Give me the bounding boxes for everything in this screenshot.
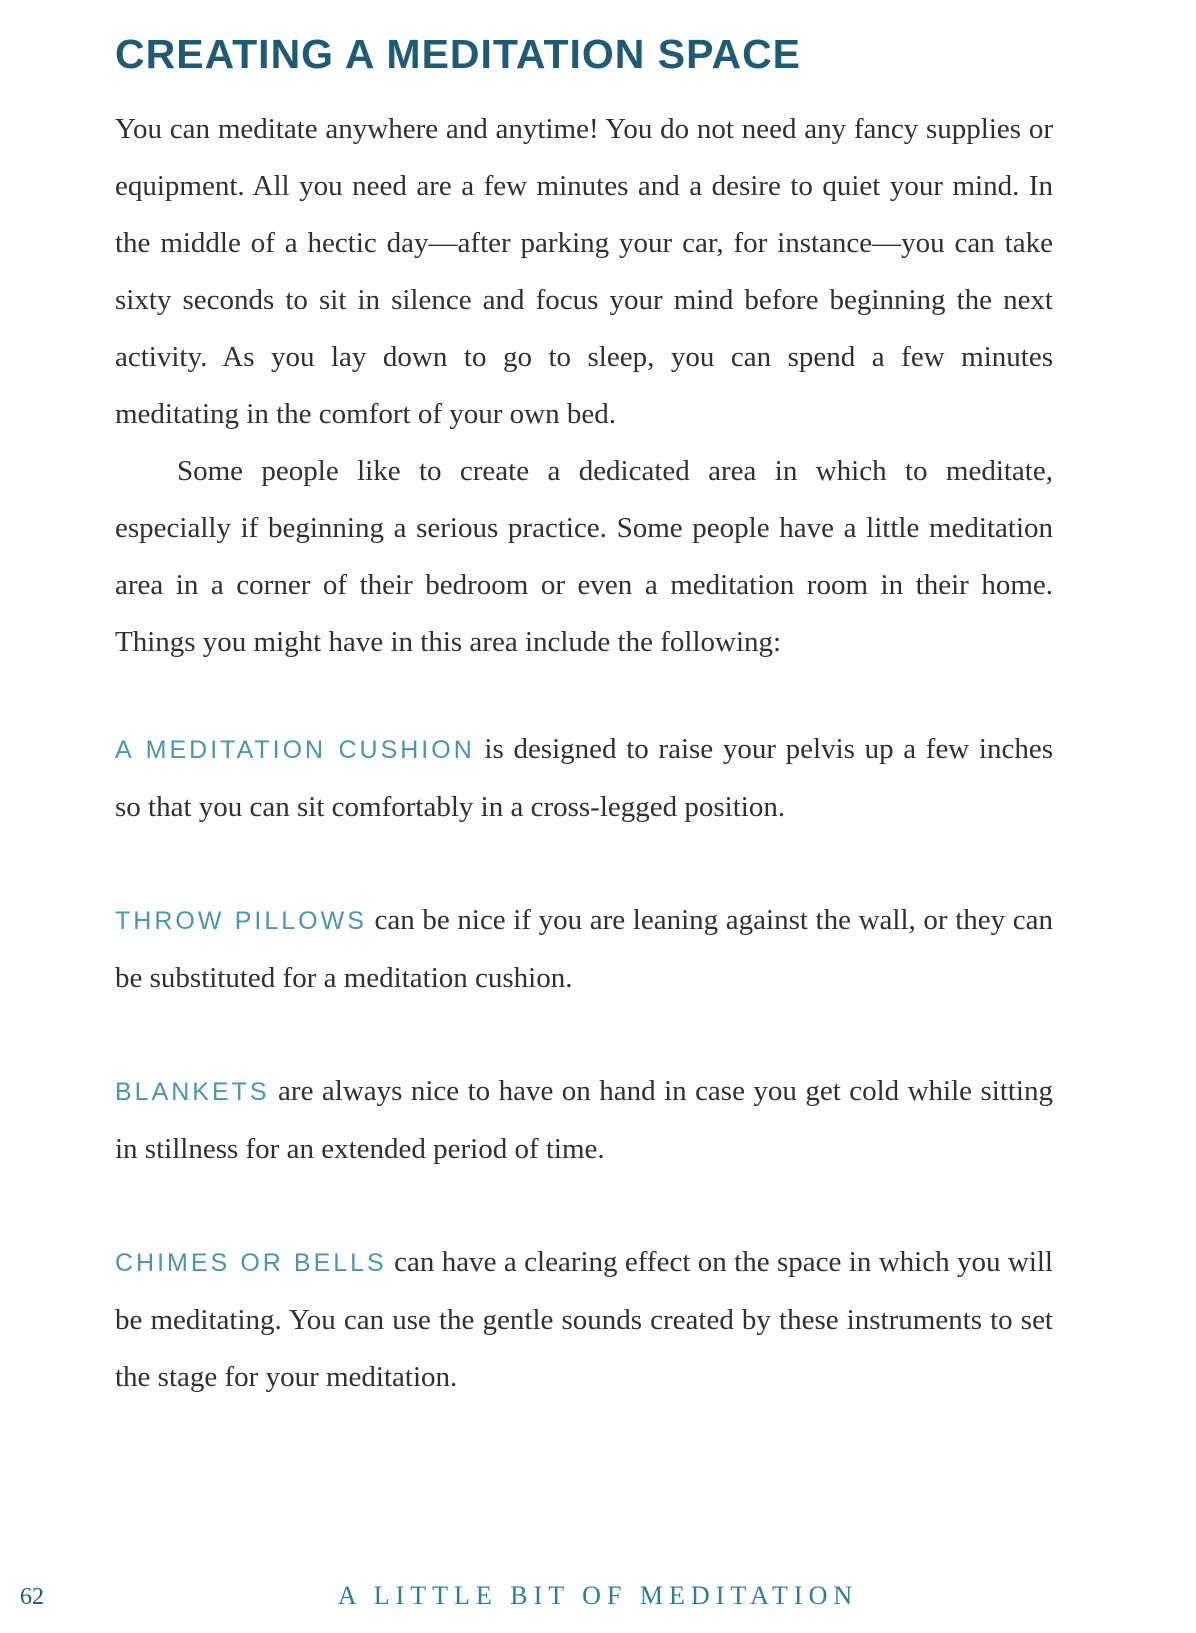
page-title: CREATING A MEDITATION SPACE [115, 31, 802, 77]
item-paragraph [115, 721, 1053, 836]
item-text: are always nice to have on hand in case you get cold while sitting in stillness for an extended period of time. [115, 1075, 1053, 1166]
list-item [115, 1063, 1053, 1178]
item-paragraph [115, 892, 1053, 1007]
list-item [115, 1234, 1053, 1406]
paragraph-intro: You can meditate anywhere and anytime! You do not need any fancy supplies or equipment. All you need are a few minutes and a desire to quiet your mind. In the middle of a hectic day—after parking your car, for instance—you can take sixty seconds to sit in silence and focus your mind before beginning the next activity. As you lay down to go to sleep, you can spend a few minutes meditating in the comfort of your own bed. [115, 113, 1053, 431]
list-item [115, 721, 1053, 836]
item-list [115, 721, 1053, 1406]
item-lead-meditation-cushion: A MEDITATION CUSHION [115, 736, 475, 765]
running-title: A LITTLE BIT OF MEDITATION [337, 1581, 859, 1610]
paragraph-dedicated-area: Some people like to create a dedicated area in which to meditate, especially if beginning a serious practice. Some people have a little meditation area in a corner of their bedroom or even a meditation room in their home. Things you might have in this area include the following: [115, 455, 1053, 659]
item-lead-throw-pillows: THROW PILLOWS [115, 907, 367, 936]
item-lead-chimes-or-bells: CHIMES OR BELLS [115, 1249, 387, 1278]
page-number: 62 [20, 1584, 44, 1610]
item-paragraph [115, 1234, 1053, 1406]
item-text: is designed to raise your pelvis up a few inches so that you can sit comfortably in a cross-legged position. [115, 733, 1054, 824]
page-footer [0, 1577, 1196, 1611]
item-text: can be nice if you are leaning against the wall, or they can be substituted for a meditation cushion. [115, 904, 1053, 995]
list-item [115, 892, 1053, 1007]
item-text: can have a clearing effect on the space in which you will be meditating. You can use the gentle sounds created by these instruments to set the stage for your meditation. [115, 1246, 1053, 1394]
item-lead-blankets: BLANKETS [115, 1078, 270, 1107]
page-content [115, 30, 1053, 1406]
item-paragraph [115, 1063, 1053, 1178]
